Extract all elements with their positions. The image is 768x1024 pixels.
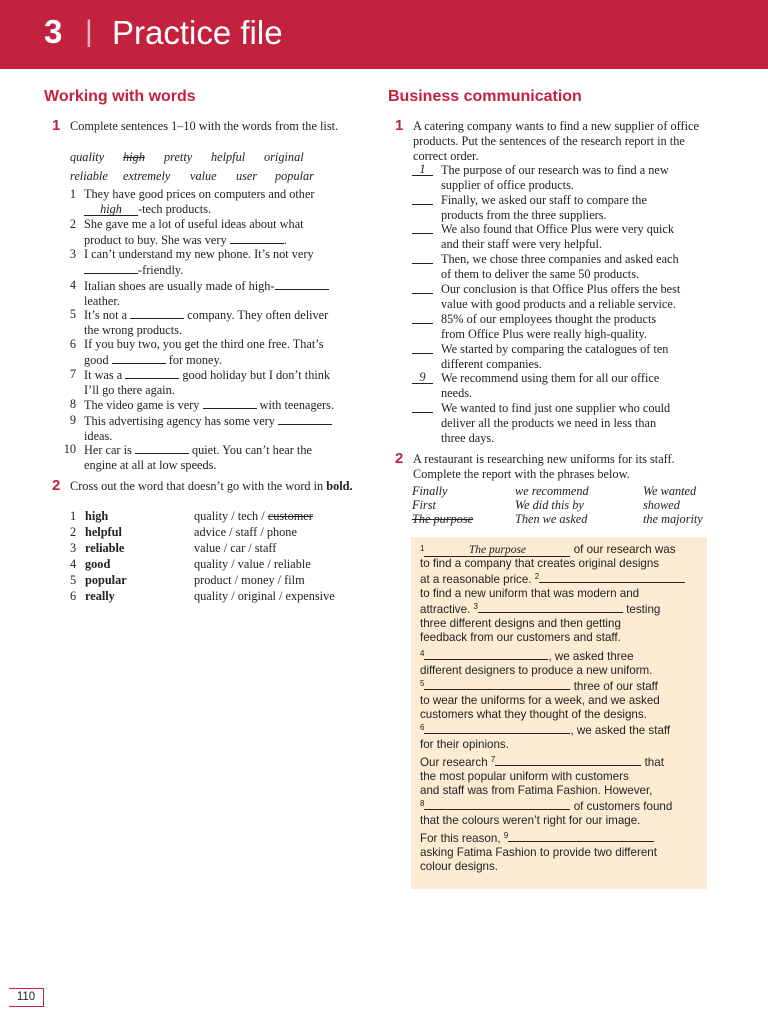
- sentence-line: products from the three suppliers.: [441, 208, 607, 222]
- report-text: of customers found: [573, 800, 673, 813]
- sentence-line: I’ll go there again.: [84, 383, 175, 397]
- sentence-line: and their staff were very helpful.: [441, 237, 602, 251]
- gap-blank[interactable]: [424, 648, 548, 660]
- report-line: for their opinions.: [420, 738, 509, 751]
- item-number: 4: [69, 278, 76, 292]
- report-paragraph-1: [420, 543, 705, 645]
- report-line: [420, 601, 705, 617]
- word-options[interactable]: quality / value / reliable: [194, 557, 311, 571]
- sentence-line: We recommend using them for all our office: [441, 371, 660, 385]
- sentence-line: engine at all at low speeds.: [84, 458, 217, 472]
- sentence-line: [84, 307, 366, 323]
- sentence-text: quiet. You can’t hear the: [191, 443, 312, 457]
- sentence-line: ideas.: [84, 429, 113, 443]
- sentence-line: leather.: [84, 294, 120, 308]
- gap-blank[interactable]: [539, 571, 685, 583]
- sentence-line: If you buy two, you get the third one free. That’s: [84, 337, 324, 351]
- report-line: [420, 754, 705, 770]
- sentence-line: deliver all the products we need in less than: [441, 416, 657, 430]
- word-option: value: [190, 169, 217, 183]
- sentence-text: This advertising agency has some very: [84, 414, 275, 428]
- order-answer-blank[interactable]: [412, 252, 433, 264]
- gap-number: 5: [420, 679, 425, 688]
- report-text: , we asked three: [548, 650, 634, 663]
- header-separator: |: [85, 15, 93, 48]
- key-word: good: [85, 557, 111, 571]
- gap-number: 2: [534, 572, 540, 581]
- report-line: that the colours weren’t right for our image.: [420, 814, 641, 827]
- sentence-item: [84, 278, 366, 309]
- sentence-line: We also found that Office Plus were very quick: [441, 222, 675, 236]
- report-text: attractive.: [420, 603, 471, 616]
- report-text: For this reason,: [420, 832, 501, 845]
- row-number: 1: [70, 509, 77, 523]
- word-options: [194, 509, 313, 524]
- exercise-instruction: Complete sentences 1–10 with the words from the list.: [70, 119, 339, 133]
- report-line: the most popular uniform with customers: [420, 770, 629, 783]
- sentence-line: [84, 367, 366, 383]
- gap-number: 1: [420, 544, 425, 553]
- row-number: 2: [70, 525, 77, 539]
- answer-blank[interactable]: [275, 278, 329, 290]
- word-option: quality: [70, 150, 105, 164]
- report-line: [420, 543, 705, 557]
- phrase-option: showed: [643, 498, 680, 512]
- key-word: helpful: [85, 525, 122, 539]
- item-number: 6: [69, 337, 76, 351]
- sentence-line: [84, 442, 366, 458]
- sentence-text: It’s not a: [84, 308, 128, 322]
- report-line: to wear the uniforms for a week, and we asked: [420, 694, 660, 707]
- word-options[interactable]: value / car / staff: [194, 541, 277, 555]
- row-number: 5: [70, 573, 77, 587]
- sentence-item: [84, 397, 366, 413]
- sentence-line: [84, 232, 366, 248]
- word-options[interactable]: quality / original / expensive: [194, 589, 335, 603]
- gap-blank[interactable]: [478, 601, 623, 613]
- report-paragraph-3: [420, 754, 705, 828]
- item-number: 9: [69, 413, 76, 427]
- report-line: [420, 648, 705, 664]
- sentence-item: [84, 217, 366, 248]
- section-heading-working-with-words: Working with words: [44, 88, 196, 105]
- report-line: to find a new uniform that was modern and: [420, 587, 640, 600]
- word-options[interactable]: advice / staff / phone: [194, 525, 297, 539]
- answer-blank[interactable]: [125, 367, 179, 379]
- sentence-text: The video game is very: [84, 398, 200, 412]
- exercise-number: 2: [395, 450, 404, 467]
- row-number: 3: [70, 541, 77, 555]
- order-answer-blank[interactable]: [412, 282, 433, 294]
- item-number: 8: [69, 397, 76, 411]
- phrase-option: Finally: [412, 484, 448, 498]
- gap-number: 4: [420, 649, 425, 658]
- sentence-line: The purpose of our research was to find a new: [441, 163, 669, 177]
- instruction-text: Cross out the word that doesn’t go with the word in: [70, 479, 324, 493]
- sentence-line: She gave me a lot of useful ideas about what: [84, 217, 304, 231]
- sentence-line: supplier of office products.: [441, 178, 574, 192]
- sentence-line: Then, we chose three companies and asked each: [441, 252, 679, 266]
- sentence-item: [84, 337, 366, 368]
- report-text: that: [644, 756, 664, 769]
- sentence-line: They have good prices on computers and other: [84, 187, 315, 201]
- gap-blank[interactable]: [424, 798, 570, 810]
- report-paragraph-4: [420, 830, 705, 874]
- exercise-number: 1: [52, 117, 61, 134]
- report-text: three of our staff: [573, 680, 658, 693]
- sentence-line: value with good products and a reliable service.: [441, 297, 676, 311]
- sentence-text: .: [283, 233, 287, 247]
- sentence-line: [84, 278, 366, 294]
- report-sentence: [441, 282, 711, 312]
- sentence-text: Italian shoes are usually made of high-: [84, 279, 275, 293]
- exercise-instruction: A restaurant is researching new uniforms for its staff. Complete the report with the phrases below.: [413, 452, 675, 481]
- sentence-text: Her car is: [84, 443, 132, 457]
- word-option: helpful: [211, 150, 246, 164]
- key-word: reliable: [85, 541, 125, 555]
- answer-blank[interactable]: [230, 232, 284, 244]
- row-number: 4: [70, 557, 77, 571]
- report-line: asking Fatima Fashion to provide two different: [420, 846, 657, 859]
- report-text: Our research: [420, 756, 488, 769]
- gap-number: 6: [420, 723, 425, 732]
- sentence-line: [84, 352, 366, 368]
- report-sentence: [441, 252, 711, 282]
- report-line: colour designs.: [420, 860, 498, 873]
- word-option-used: high: [123, 150, 145, 164]
- report-text: , we asked the staff: [570, 724, 671, 737]
- sentence-text: It was a: [84, 368, 123, 382]
- order-answer-blank[interactable]: [412, 193, 433, 205]
- sentence-item: [84, 413, 366, 444]
- unit-header-banner: [0, 0, 768, 69]
- gap-number: 9: [503, 831, 509, 840]
- sentence-line: We wanted to find just one supplier who could: [441, 401, 671, 415]
- sentence-line: [84, 397, 366, 413]
- answer-blank[interactable]: [84, 262, 138, 274]
- word-option: pretty: [164, 150, 193, 164]
- report-text: testing: [626, 603, 661, 616]
- report-paragraph-2: [420, 648, 705, 752]
- item-number: 7: [69, 367, 76, 381]
- exercise-number: 2: [52, 477, 61, 494]
- phrase-option: We did this by: [515, 498, 584, 512]
- item-number: 1: [69, 187, 76, 201]
- gap-blank[interactable]: [508, 830, 654, 842]
- sentence-text: company. They often deliver: [187, 308, 329, 322]
- phrase-option: Then we asked: [515, 512, 588, 526]
- sentence-line: of them to deliver the same 50 products.: [441, 267, 640, 281]
- key-word: popular: [85, 573, 127, 587]
- gap-blank[interactable]: [495, 754, 641, 766]
- answer-blank[interactable]: [203, 397, 257, 409]
- sentence-line: different companies.: [441, 357, 542, 371]
- report-line: [420, 678, 705, 694]
- item-number: 10: [63, 442, 76, 456]
- gap-number: 3: [473, 602, 478, 611]
- report-sentence: [441, 222, 711, 252]
- order-answer[interactable]: 9: [412, 371, 433, 384]
- order-answer-blank[interactable]: [412, 222, 433, 234]
- phrase-option: we recommend: [515, 484, 589, 498]
- exercise-instruction: A catering company wants to find a new supplier of office products. Put the sentences of the research report in the correct order.: [413, 119, 699, 163]
- report-line: customers what they thought of the designs.: [420, 708, 647, 721]
- phrase-option: the majority: [643, 512, 703, 526]
- answer-blank[interactable]: [135, 442, 189, 454]
- sentence-text: product to buy. She was very: [84, 233, 227, 247]
- report-line: [420, 798, 705, 814]
- section-heading-business-communication: Business communication: [388, 88, 582, 105]
- report-line: three different designs and then getting: [420, 617, 621, 630]
- row-number: 6: [70, 589, 77, 603]
- options-text: quality / tech /: [194, 509, 265, 523]
- answer-blank[interactable]: high: [84, 203, 138, 216]
- sentence-line: [84, 262, 366, 278]
- sentence-item: [84, 442, 366, 473]
- item-number: 5: [69, 307, 76, 321]
- sentence-item: [84, 307, 366, 338]
- order-answer-blank[interactable]: [412, 312, 433, 324]
- word-option: extremely: [123, 169, 171, 183]
- word-option: original: [264, 150, 304, 164]
- word-option: user: [236, 169, 258, 183]
- phrase-option-used: The purpose: [412, 512, 474, 526]
- sentence-text: good holiday but I don’t think: [182, 368, 331, 382]
- report-line: different designers to produce a new uniform.: [420, 664, 653, 677]
- phrase-option: First: [412, 498, 436, 512]
- item-number: 2: [69, 217, 76, 231]
- sentence-line: We started by comparing the catalogues of ten: [441, 342, 669, 356]
- sentence-line: 85% of our employees thought the products: [441, 312, 657, 326]
- sentence-line: the wrong products.: [84, 323, 183, 337]
- sentence-text: with teenagers.: [259, 398, 335, 412]
- report-line: [420, 571, 705, 587]
- report-line: [420, 722, 705, 738]
- phrase-option: We wanted: [643, 484, 697, 498]
- answer-blank[interactable]: [278, 413, 332, 425]
- report-line: to find a company that creates original designs: [420, 557, 660, 570]
- answer-blank[interactable]: [130, 307, 184, 319]
- report-sentence: [441, 401, 711, 446]
- report-box: [411, 537, 707, 889]
- gap-blank[interactable]: [424, 678, 570, 690]
- gap-number: 7: [490, 755, 496, 764]
- sentence-item: [84, 367, 366, 398]
- sentence-line: from Office Plus were really high-quality.: [441, 327, 647, 341]
- sentence-line: Our conclusion is that Office Plus offers the best: [441, 282, 681, 296]
- sentence-text: -tech products.: [138, 202, 212, 216]
- page-number: 110: [9, 988, 44, 1007]
- word-option: reliable: [70, 169, 108, 183]
- sentence-line: [84, 202, 366, 217]
- sentence-text: good: [84, 353, 109, 367]
- report-sentence: [441, 163, 711, 193]
- report-sentence: [441, 342, 711, 372]
- order-answer-blank[interactable]: [412, 342, 433, 354]
- page-title: Practice file: [112, 14, 283, 51]
- report-text: at a reasonable price.: [420, 573, 532, 586]
- crossed-out-word[interactable]: customer: [267, 509, 313, 523]
- report-line: feedback from our customers and staff.: [420, 631, 621, 644]
- sentence-item: [84, 187, 366, 217]
- unit-number: 3: [44, 13, 63, 50]
- report-text: of our research was: [573, 543, 676, 556]
- exercise-number: 1: [395, 117, 404, 134]
- exercise-instruction: [70, 479, 362, 494]
- sentence-line: needs.: [441, 386, 473, 400]
- order-answer-blank[interactable]: [412, 401, 433, 413]
- word-options[interactable]: product / money / film: [194, 573, 305, 587]
- sentence-text: -friendly.: [138, 263, 184, 277]
- report-line: [420, 830, 705, 846]
- answer-blank[interactable]: [112, 352, 166, 364]
- sentence-line: three days.: [441, 431, 495, 445]
- gap-blank[interactable]: [424, 722, 570, 734]
- key-word: really: [85, 589, 115, 603]
- sentence-text: for money.: [168, 353, 222, 367]
- key-word: high: [85, 509, 109, 523]
- instruction-bold-text: bold.: [326, 479, 353, 493]
- gap-number: 8: [420, 799, 425, 808]
- report-sentence: [441, 193, 711, 223]
- gap-answer[interactable]: The purpose: [424, 544, 570, 557]
- report-line: and staff was from Fatima Fashion. However,: [420, 784, 653, 797]
- sentence-line: Finally, we asked our staff to compare the: [441, 193, 647, 207]
- sentence-line: I can’t understand my new phone. It’s not very: [84, 247, 314, 261]
- report-sentence: [441, 312, 711, 342]
- sentence-item: [84, 247, 366, 278]
- report-sentence: [441, 371, 711, 401]
- sentence-line: [84, 413, 366, 429]
- order-answer[interactable]: 1: [412, 163, 433, 176]
- word-option: popular: [275, 169, 314, 183]
- item-number: 3: [69, 247, 76, 261]
